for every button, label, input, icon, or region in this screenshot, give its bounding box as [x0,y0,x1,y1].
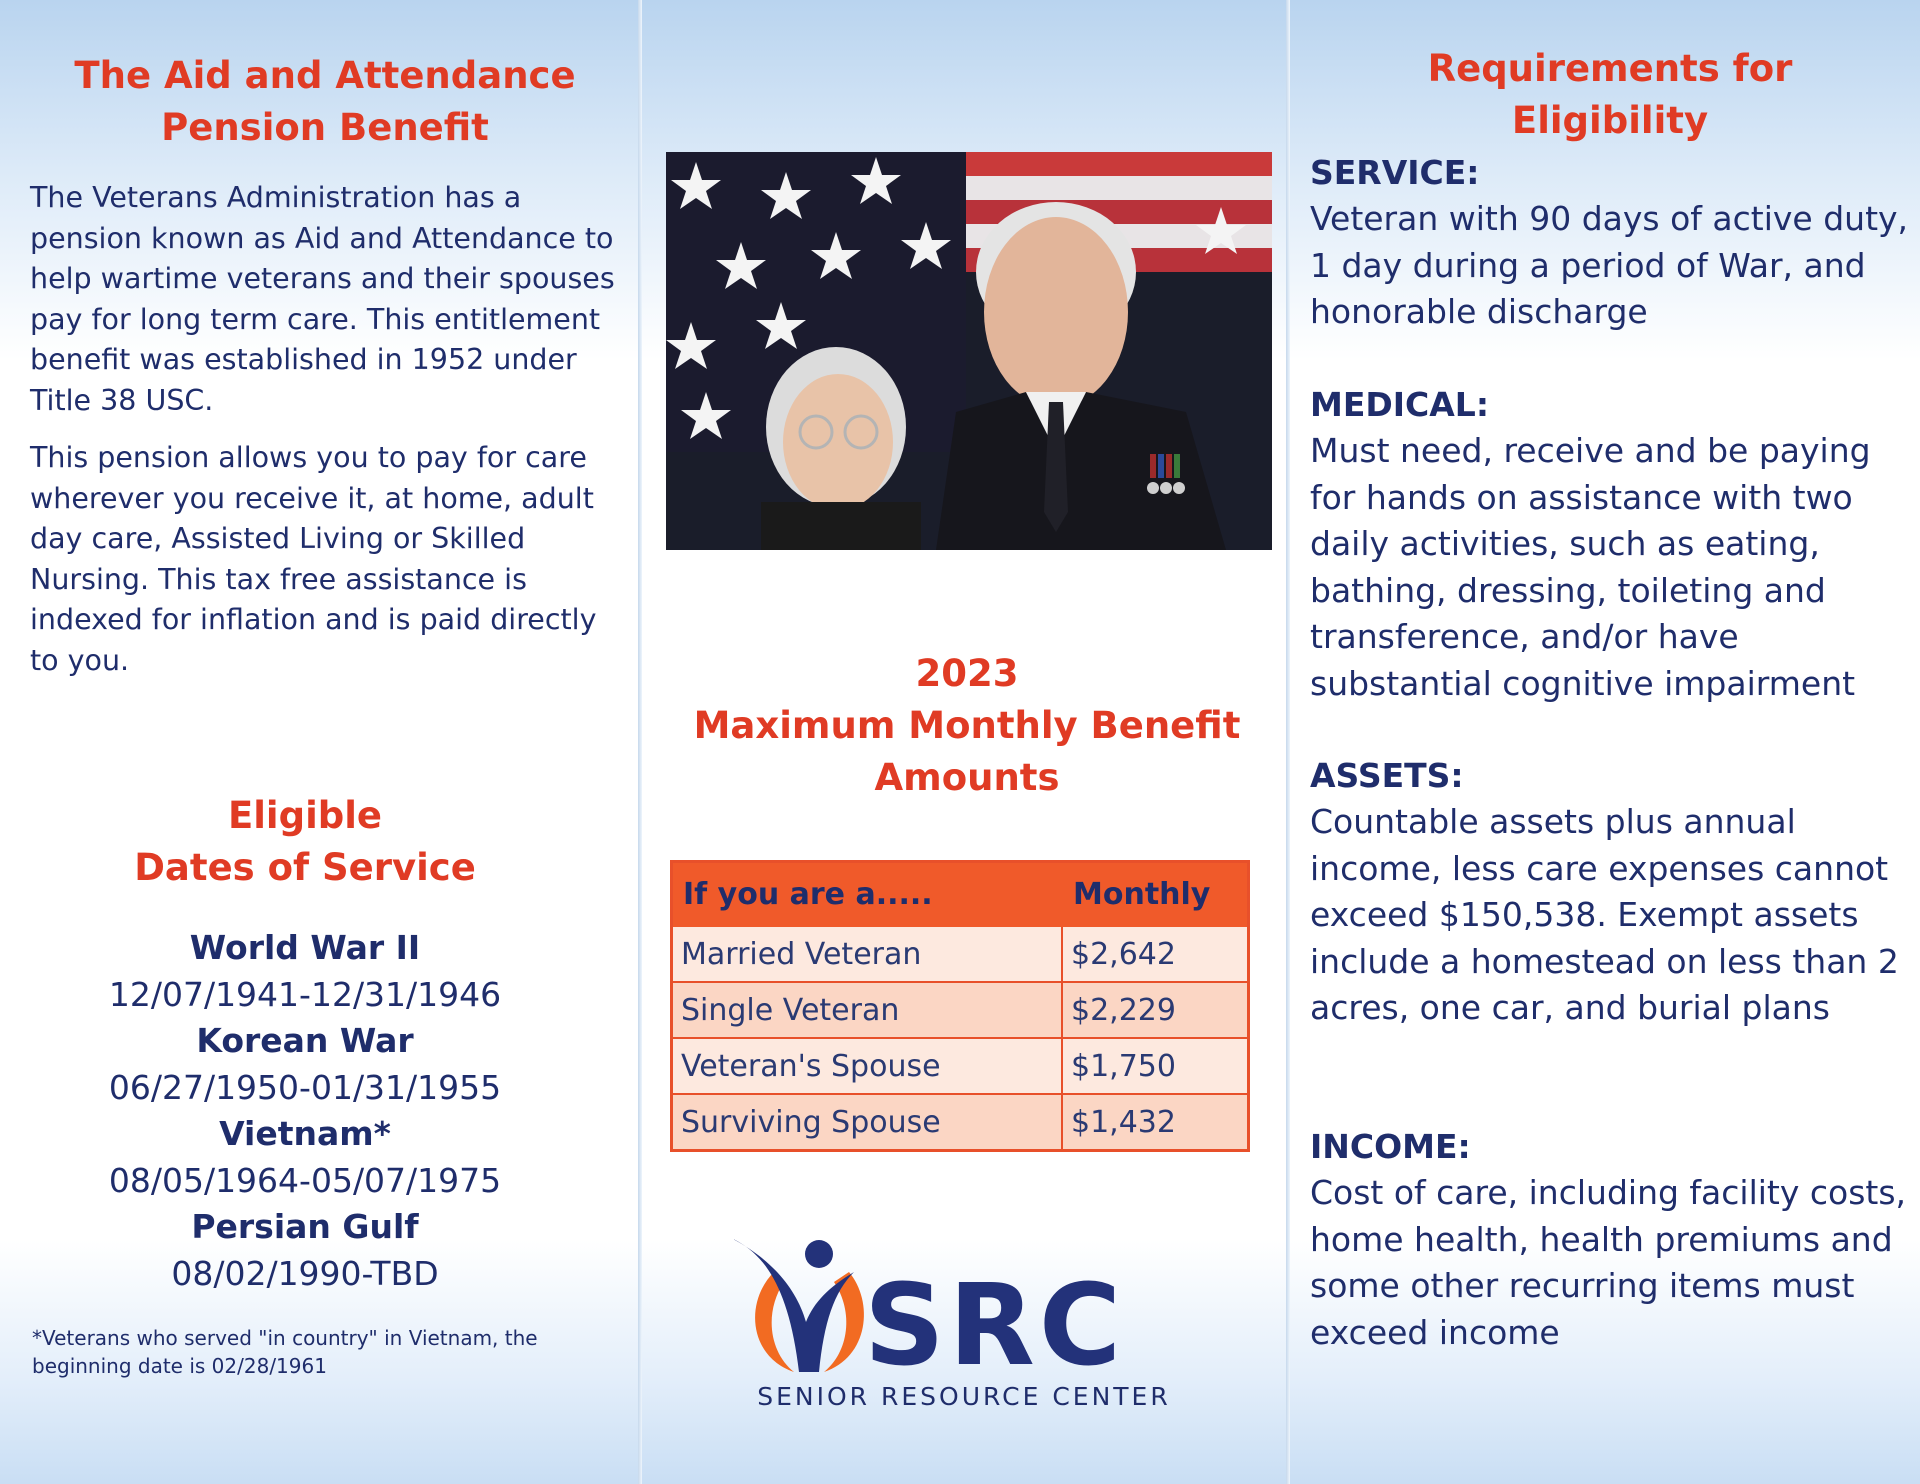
requirement-body: Countable assets plus annual income, less care expenses cannot exceed $150,538. Exempt assets include a homestead on less than 2 acres, one car, and burial plans [1310,802,1899,1027]
flag-photo-illustration [666,152,1272,550]
table-cell: $2,642 [1062,926,1249,982]
war-dates: 08/02/1990-TBD [171,1254,439,1293]
requirement-heading: INCOME: [1310,1127,1471,1166]
requirement-heading: SERVICE: [1310,153,1480,192]
requirement-income [1310,1124,1910,1356]
table-cell: Single Veteran [672,982,1063,1038]
benefit-title-line-3: Amounts [874,756,1060,799]
table-cell: Veteran's Spouse [672,1038,1063,1094]
requirement-medical [1310,382,1910,707]
intro-paragraph: The Veterans Administration has a pension known as Aid and Attendance to help wartime veterans and their spouses pay for long term care. This entitlement benefit was established in 1952 under Title 38 USC. [30,181,615,417]
table-row [672,982,1249,1038]
dates-title-line-2: Dates of Service [134,846,476,889]
war-dates: 12/07/1941-12/31/1946 [108,975,502,1014]
title-line-2: Pension Benefit [161,106,489,149]
requirement-body: Must need, receive and be paying for hands on assistance with two daily activities, such as eating, bathing, dressing, toileting and transference, and/or have substantial cognitive impairment [1310,431,1871,703]
benefit-year: 2023 [915,652,1019,695]
requirement-body: Cost of care, including facility costs, home health, health premiums and some other recurring items must exceed income [1310,1173,1907,1352]
left-panel [0,0,638,1484]
war-name: World War II [189,928,421,967]
table-cell: $2,229 [1062,982,1249,1038]
requirement-heading: ASSETS: [1310,756,1464,795]
war-dates: 08/05/1964-05/07/1975 [108,1161,502,1200]
requirement-service [1310,150,1910,336]
logo-letters: SRC [864,1261,1126,1382]
right-panel [1290,0,1920,1484]
requirements-title [1320,43,1900,147]
war-dates: 06/27/1950-01/31/1955 [108,1068,502,1107]
table-header-row [672,862,1249,927]
service-dates-list [40,925,570,1297]
aid-attendance-title [40,50,610,154]
requirement-heading: MEDICAL: [1310,385,1490,424]
column-header: If you are a..... [672,862,1063,927]
column-header: Monthly [1062,862,1249,927]
table-row [672,1038,1249,1094]
war-name: Persian Gulf [191,1207,419,1246]
src-logo [734,1232,1194,1412]
table-cell: Married Veteran [672,926,1063,982]
dates-title-line-1: Eligible [227,794,383,837]
title-line-1: The Aid and Attendance [74,54,576,97]
table-row [672,926,1249,982]
table-cell: Surviving Spouse [672,1094,1063,1151]
benefit-amounts-title [662,648,1272,804]
requirement-body: Veteran with 90 days of active duty, 1 day during a period of War, and honorable discharge [1310,199,1909,331]
table-cell: $1,750 [1062,1038,1249,1094]
veteran-couple-photo [666,152,1272,550]
middle-panel [642,0,1286,1484]
war-name: Vietnam* [219,1114,391,1153]
table-cell: $1,432 [1062,1094,1249,1151]
table-row [672,1094,1249,1151]
eligible-dates-title [40,790,570,894]
war-name: Korean War [196,1021,414,1060]
logo-name: SENIOR RESOURCE CENTER [757,1382,1171,1411]
benefit-title-line-2: Maximum Monthly Benefit [693,704,1241,747]
pension-paragraph: This pension allows you to pay for care wherever you receive it, at home, adult day care, Assisted Living or Skilled Nursing. This tax free assistance is indexed for inflation and is paid directly to you. [30,441,597,677]
src-logo-mark [734,1232,1194,1382]
requirements-title-line-1: Requirements for [1427,47,1793,90]
benefit-table [670,860,1250,1152]
vietnam-footnote: *Veterans who served "in country" in Vietnam, the beginning date is 02/28/1961 [32,1326,538,1378]
requirements-title-line-2: Eligibility [1511,99,1709,142]
requirement-assets [1310,753,1910,1032]
